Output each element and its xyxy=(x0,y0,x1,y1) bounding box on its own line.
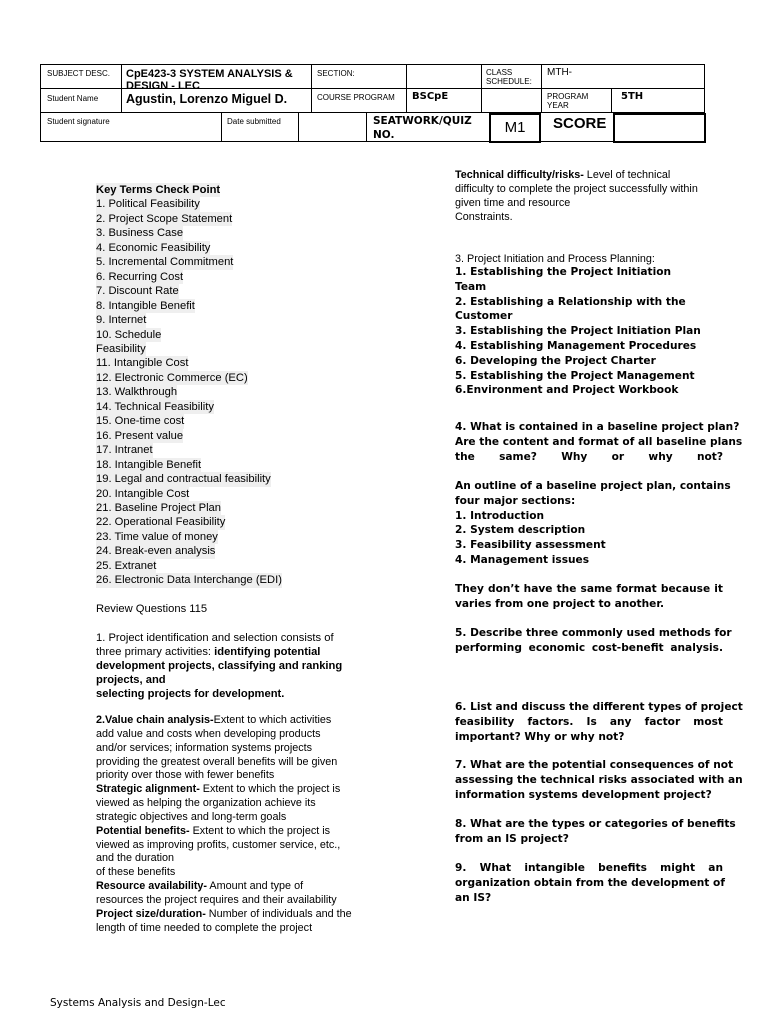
q3-list xyxy=(455,265,723,398)
key-term-item: 21. Baseline Project Plan xyxy=(96,501,222,514)
course-program-value: BSCpE xyxy=(412,91,449,102)
col-divider xyxy=(541,65,542,112)
key-term-item: 18. Intangible Benefit xyxy=(96,458,202,471)
question-4 xyxy=(455,420,743,464)
question-9 xyxy=(455,861,723,905)
subject-desc-label: SUBJECT DESC. xyxy=(47,69,110,78)
q3-item: Team xyxy=(455,280,487,293)
col-divider xyxy=(481,65,482,88)
answer-1-line: development projects, classifying and ranking xyxy=(96,660,343,672)
col-divider xyxy=(121,65,122,112)
vca-line xyxy=(96,714,352,728)
score-label: SCORE xyxy=(553,115,607,132)
col-divider xyxy=(481,88,482,112)
key-term-item: 22. Operational Feasibility xyxy=(96,516,226,529)
a4-item: 4. Management issues xyxy=(455,553,590,566)
q9-line: organization obtain from the development of xyxy=(455,876,725,889)
student-name-value: Agustin, Lorenzo Miguel D. xyxy=(126,92,288,106)
q6-line: important? Why or why not? xyxy=(455,730,625,743)
course-program-label: COURSE PROGRAM xyxy=(317,93,395,102)
class-schedule-value: MTH- xyxy=(547,67,572,78)
q3-title: 3. Project Initiation and Process Planning: xyxy=(455,253,655,265)
key-term-item: 10. Schedule xyxy=(96,328,162,341)
ra-label: Resource availability- xyxy=(96,880,208,893)
sa-text: strategic objectives and long-term goals xyxy=(96,810,287,823)
q3-item: 1. Establishing the Project Initiation xyxy=(455,266,672,278)
key-term-item: 6. Recurring Cost xyxy=(96,270,184,283)
key-term-item: 16. Present value xyxy=(96,429,184,442)
answer-1-plain: three primary activities: xyxy=(96,646,215,658)
q7-line: assessing the technical risks associated with an xyxy=(455,773,743,786)
q3-item: 5. Establishing the Project Management xyxy=(455,369,695,382)
seatwork-value: M1 xyxy=(489,113,541,143)
q3-item: Customer xyxy=(455,310,513,323)
key-term-item: 25. Extranet xyxy=(96,559,157,572)
q7-line: information systems development project? xyxy=(455,788,712,801)
q4-line: 4. What is contained in a baseline project plan? xyxy=(455,421,740,433)
q8-line: 8. What are the types or categories of benefits xyxy=(455,818,736,830)
subject-value xyxy=(126,68,293,92)
key-term-item: 11. Intangible Cost xyxy=(96,357,189,370)
key-term-item: 23. Time value of money xyxy=(96,530,218,543)
vca-label: 2.Value chain analysis- xyxy=(96,714,214,726)
header-table xyxy=(40,64,705,142)
row-divider xyxy=(41,112,704,113)
key-term-item: 14. Technical Feasibility xyxy=(96,400,214,413)
a4b-line: They don’t have the same format because it xyxy=(455,583,723,595)
key-term-item: 19. Legal and contractual feasibility xyxy=(96,473,271,486)
q3-item: 6.Environment and Project Workbook xyxy=(455,384,679,397)
key-term-item: 2. Project Scope Statement xyxy=(96,212,233,225)
key-term-item: 8. Intangible Benefit xyxy=(96,299,195,312)
td-text: Level of technical xyxy=(583,169,671,181)
answer-1 xyxy=(96,631,342,701)
a4-item: 3. Feasibility assessment xyxy=(455,539,606,552)
question-5 xyxy=(455,626,732,656)
q4-line: the same? Why or why not? xyxy=(455,450,723,463)
program-year-label-line: YEAR xyxy=(547,101,569,110)
section-label: SECTION: xyxy=(317,69,355,78)
q7-line: 7. What are the potential consequences of not xyxy=(455,759,734,771)
ps-text: Number of individuals and the xyxy=(205,907,352,920)
td-text: difficulty to complete the project successfully within xyxy=(455,183,698,195)
sa-label: Strategic alignment- xyxy=(96,783,200,796)
key-terms-title: Key Terms Check Point xyxy=(96,184,221,196)
subject-value-line: DESIGN - LEC xyxy=(126,80,200,92)
class-schedule-label-line: SCHEDULE: xyxy=(486,77,532,86)
date-submitted-label: Date submitted xyxy=(227,117,281,126)
key-term-item: 12. Electronic Commerce (EC) xyxy=(96,371,248,384)
q3-item: 2. Establishing a Relationship with the xyxy=(455,295,686,308)
answer-1-bold: identifying potential xyxy=(214,646,321,658)
answer-4 xyxy=(455,479,731,568)
pb-label: Potential benefits- xyxy=(96,824,190,837)
key-terms-list xyxy=(96,197,282,587)
program-year-label-line: PROGRAM xyxy=(547,92,589,101)
key-terms-section xyxy=(96,183,282,588)
key-term-item: 24. Break-even analysis xyxy=(96,545,216,558)
vca-text: priority over those with fewer benefits xyxy=(96,769,275,782)
vca-text: providing the greatest overall benefits will be given xyxy=(96,755,338,768)
subject-value-line: CpE423-3 SYSTEM ANALYSIS & xyxy=(126,68,293,80)
q9-line: an IS? xyxy=(455,891,492,904)
ps-text: length of time needed to complete the project xyxy=(96,921,313,934)
key-term-item: 15. One-time cost xyxy=(96,415,185,428)
q6-line: 6. List and discuss the different types of project xyxy=(455,701,743,713)
class-schedule-label-line: CLASS xyxy=(486,68,513,77)
q3-item: 3. Establishing the Project Initiation Plan xyxy=(455,325,701,338)
a4-list xyxy=(455,509,723,568)
key-term-item: 9. Internet xyxy=(96,314,147,327)
student-signature-label: Student signature xyxy=(47,117,110,126)
pb-text: of these benefits xyxy=(96,866,176,879)
ra-text: Amount and type of xyxy=(207,880,304,893)
pb-text: and the duration xyxy=(96,852,175,865)
a4-line: An outline of a baseline project plan, contains xyxy=(455,480,731,492)
answer-1-line xyxy=(96,645,342,659)
ps-label: Project size/duration- xyxy=(96,907,206,920)
pb-line xyxy=(96,825,352,839)
key-term-item: 17. Intranet xyxy=(96,444,153,457)
q5-line: 5. Describe three commonly used methods for xyxy=(455,627,732,639)
answer-1-line: projects, and xyxy=(96,674,166,686)
key-term-item: 5. Incremental Commitment xyxy=(96,256,234,269)
vca-text: Extent to which activities xyxy=(213,714,332,726)
seatwork-label-line: SEATWORK/QUIZ xyxy=(373,115,472,127)
pb-text: viewed as improving profits, customer service, etc., xyxy=(96,838,341,851)
a4b-line: varies from one project to another. xyxy=(455,597,665,610)
q3-item: 4. Establishing Management Procedures xyxy=(455,339,697,352)
td-text: Constraints. xyxy=(455,211,513,223)
key-term-item: 3. Business Case xyxy=(96,227,184,240)
q6-line: feasibility factors. Is any factor most xyxy=(455,715,723,728)
a4-line: four major sections: xyxy=(455,494,576,507)
col-divider xyxy=(611,88,612,112)
key-term-item: 4. Economic Feasibility xyxy=(96,241,211,254)
program-year-value: 5TH xyxy=(621,91,644,102)
q9-line: 9. What intangible benefits might an xyxy=(455,862,723,874)
td-line xyxy=(455,168,698,182)
program-year-label xyxy=(547,92,588,110)
sa-text: viewed as helping the organization achieve its xyxy=(96,797,316,810)
ra-text: resources the project requires and their availability xyxy=(96,893,337,906)
td-label: Technical difficulty/risks- xyxy=(455,169,584,181)
key-term-item: 1. Political Feasibility xyxy=(96,198,200,211)
seatwork-label-line: NO. xyxy=(373,129,395,141)
key-term-item: 13. Walkthrough xyxy=(96,386,178,399)
ra-line xyxy=(96,880,352,894)
col-divider xyxy=(311,88,312,112)
q8-line: from an IS project? xyxy=(455,832,569,845)
q3-item: 6. Developing the Project Charter xyxy=(455,354,656,367)
a4-item: 1. Introduction xyxy=(455,509,545,522)
pb-text: Extent to which the project is xyxy=(189,824,331,837)
ps-line xyxy=(96,908,352,922)
col-divider xyxy=(311,65,312,88)
vca-text: add value and costs when developing products xyxy=(96,727,321,740)
answer-1-line: selecting projects for development. xyxy=(96,688,285,700)
col-divider xyxy=(221,112,222,142)
col-divider xyxy=(366,112,367,142)
answer-4-format xyxy=(455,582,723,612)
score-box[interactable] xyxy=(613,113,706,143)
key-term-item: Feasibility xyxy=(96,342,146,355)
q4-line: Are the content and format of all baseline plans xyxy=(455,435,743,448)
key-term-item: 26. Electronic Data Interchange (EDI) xyxy=(96,574,282,587)
sa-line xyxy=(96,783,352,797)
page-footer: Systems Analysis and Design-Lec xyxy=(50,997,226,1009)
question-8 xyxy=(455,817,736,847)
col-divider xyxy=(298,112,299,142)
seatwork-label xyxy=(373,114,472,142)
technical-difficulty xyxy=(455,168,698,224)
student-name-label: Student Name xyxy=(47,94,99,103)
col-divider xyxy=(406,65,407,88)
vca-text: and/or services; information systems projects xyxy=(96,741,313,754)
question-6 xyxy=(455,700,743,744)
answer-2 xyxy=(96,714,352,936)
a4-item: 2. System description xyxy=(455,524,586,537)
review-title: Review Questions 115 xyxy=(96,603,208,615)
td-text: given time and resource xyxy=(455,197,571,209)
answer-1-line: 1. Project identification and selection consists of xyxy=(96,632,334,644)
sa-text: Extent to which the project is xyxy=(199,783,341,796)
col-divider xyxy=(406,88,407,112)
question-7 xyxy=(455,758,743,802)
class-schedule-label xyxy=(486,68,532,86)
key-term-item: 7. Discount Rate xyxy=(96,285,179,298)
key-term-item: 20. Intangible Cost xyxy=(96,487,190,500)
q5-line: performing economic cost-benefit analysis. xyxy=(455,641,723,654)
